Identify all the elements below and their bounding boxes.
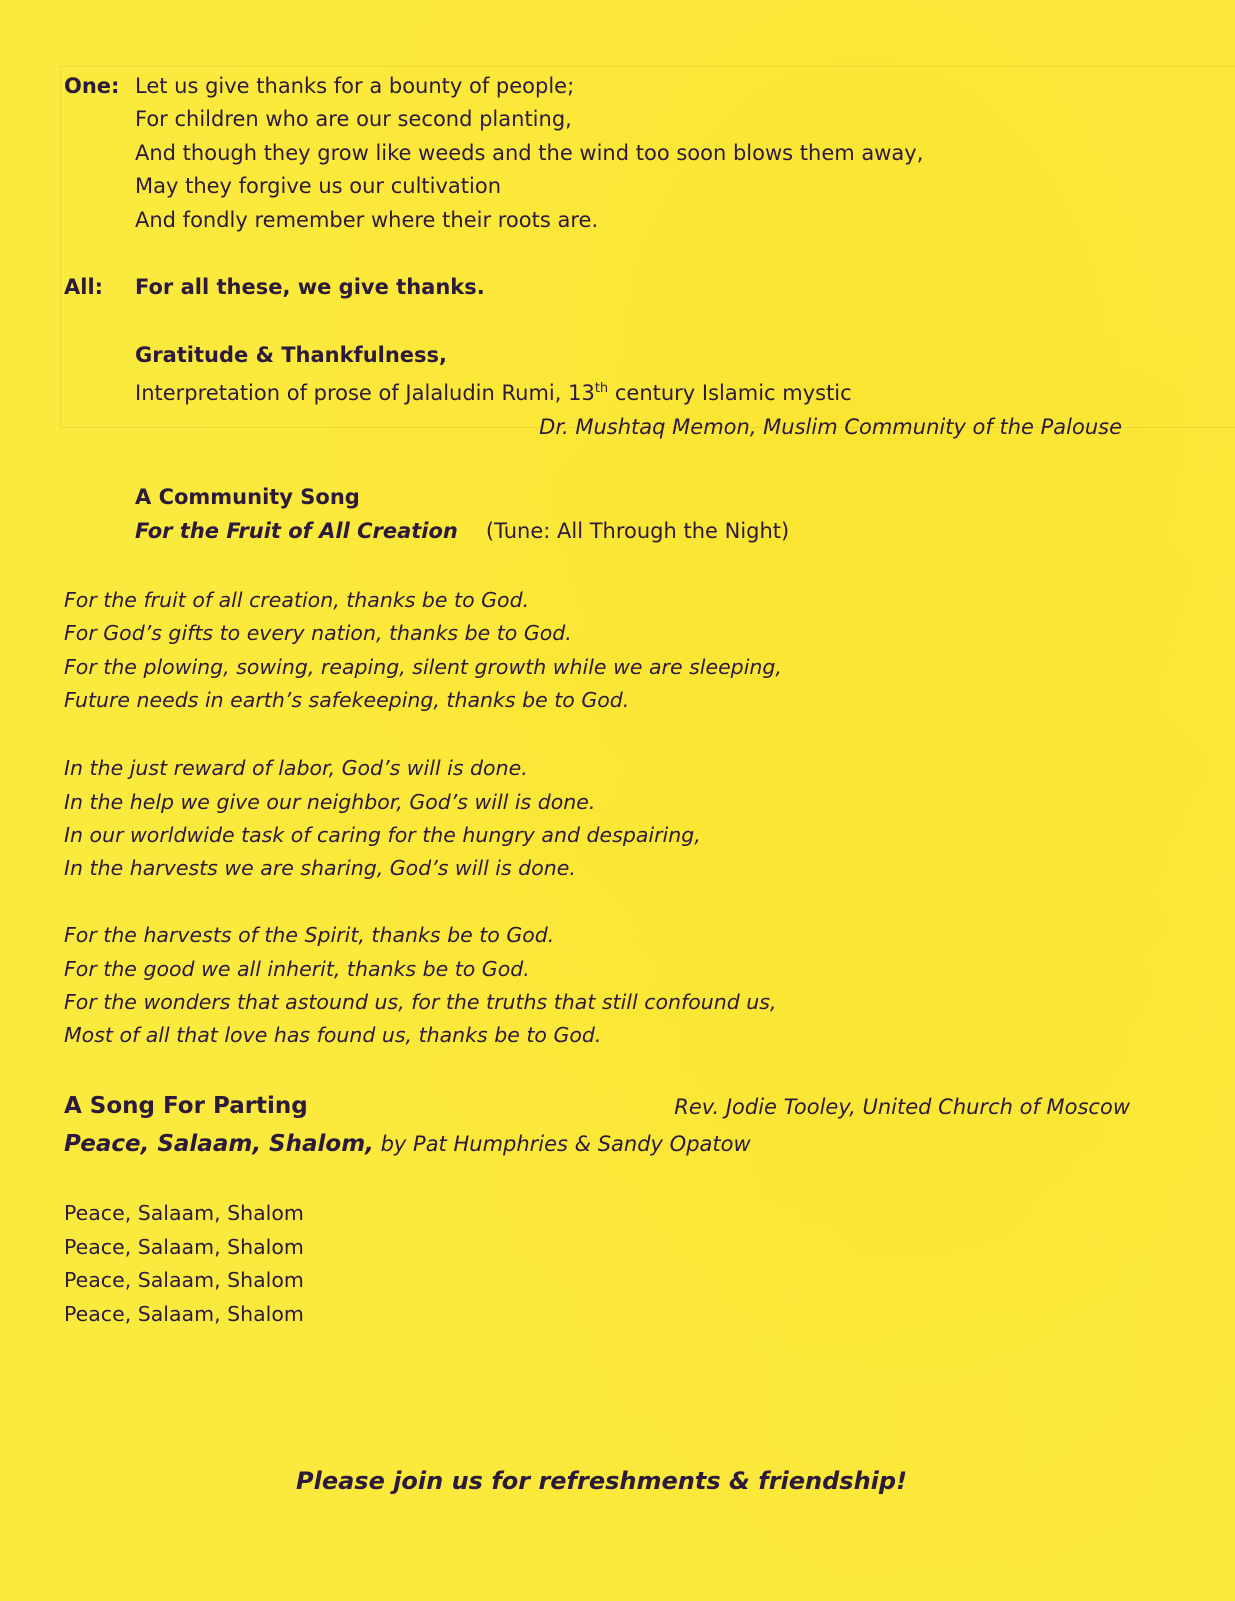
parting-song-title-line (64, 1131, 751, 1157)
litany-line-4: May they forgive us our cultivation (135, 174, 502, 198)
litany-line-2: For children who are our second planting, (135, 107, 572, 131)
verse-3-line-3: For the wonders that astound us, for the truths that still confound us, (64, 990, 777, 1014)
verse-2-line-1: In the just reward of labor, God’s will is done. (64, 756, 528, 780)
verse-3-line-2: For the good we all inherit, thanks be to God. (64, 957, 530, 981)
verse-2-line-3: In our worldwide task of caring for the hungry and despairing, (64, 823, 701, 847)
parting-line-4: Peace, Salaam, Shalom (64, 1302, 304, 1326)
litany-line-1: Let us give thanks for a bounty of people; (135, 74, 575, 98)
gratitude-title: Gratitude & Thankfulness, (135, 343, 448, 367)
verse-2-line-4: In the harvests we are sharing, God’s will is done. (64, 856, 576, 880)
parting-song-leader: Rev. Jodie Tooley, United Church of Moscow (674, 1095, 1130, 1119)
gratitude-presenter: Dr. Mushtaq Memon, Muslim Community of the Palouse (539, 415, 1122, 439)
closing-invitation: Please join us for refreshments & friendship! (296, 1467, 908, 1495)
verse-3-line-4: Most of all that love has found us, thanks be to God. (64, 1023, 602, 1047)
community-song-title-line (135, 518, 789, 544)
all-label: All: (64, 275, 104, 299)
parting-song-title: Peace, Salaam, Shalom, (64, 1131, 374, 1157)
verse-2-line-2: In the help we give our neighbor, God’s will is done. (64, 790, 596, 814)
gratitude-description: Interpretation of prose of Jalaludin Rumi, 13th century Islamic mystic (135, 381, 852, 405)
verse-1-line-1: For the fruit of all creation, thanks be to God. (64, 588, 530, 612)
parting-line-1: Peace, Salaam, Shalom (64, 1201, 304, 1225)
community-song-title: For the Fruit of All Creation (135, 519, 458, 543)
verse-1-line-4: Future needs in earth’s safekeeping, thanks be to God. (64, 688, 630, 712)
all-response: For all these, we give thanks. (135, 275, 485, 299)
litany-line-3: And though they grow like weeds and the wind too soon blows them away, (135, 141, 924, 165)
parting-line-2: Peace, Salaam, Shalom (64, 1235, 304, 1259)
verse-1-line-3: For the plowing, sowing, reaping, silent growth while we are sleeping, (64, 655, 782, 679)
community-song-heading: A Community Song (135, 485, 360, 509)
verse-3-line-1: For the harvests of the Spirit, thanks be to God. (64, 923, 555, 947)
verse-1-line-2: For God’s gifts to every nation, thanks be to God. (64, 621, 572, 645)
community-song-tune: (Tune: All Through the Night) (485, 519, 790, 543)
litany-line-5: And fondly remember where their roots are. (135, 208, 599, 232)
parting-song-authors: by Pat Humphries & Sandy Opatow (380, 1132, 751, 1156)
parting-line-3: Peace, Salaam, Shalom (64, 1268, 304, 1292)
one-label: One: (64, 74, 120, 98)
parting-song-heading: A Song For Parting (64, 1093, 308, 1119)
